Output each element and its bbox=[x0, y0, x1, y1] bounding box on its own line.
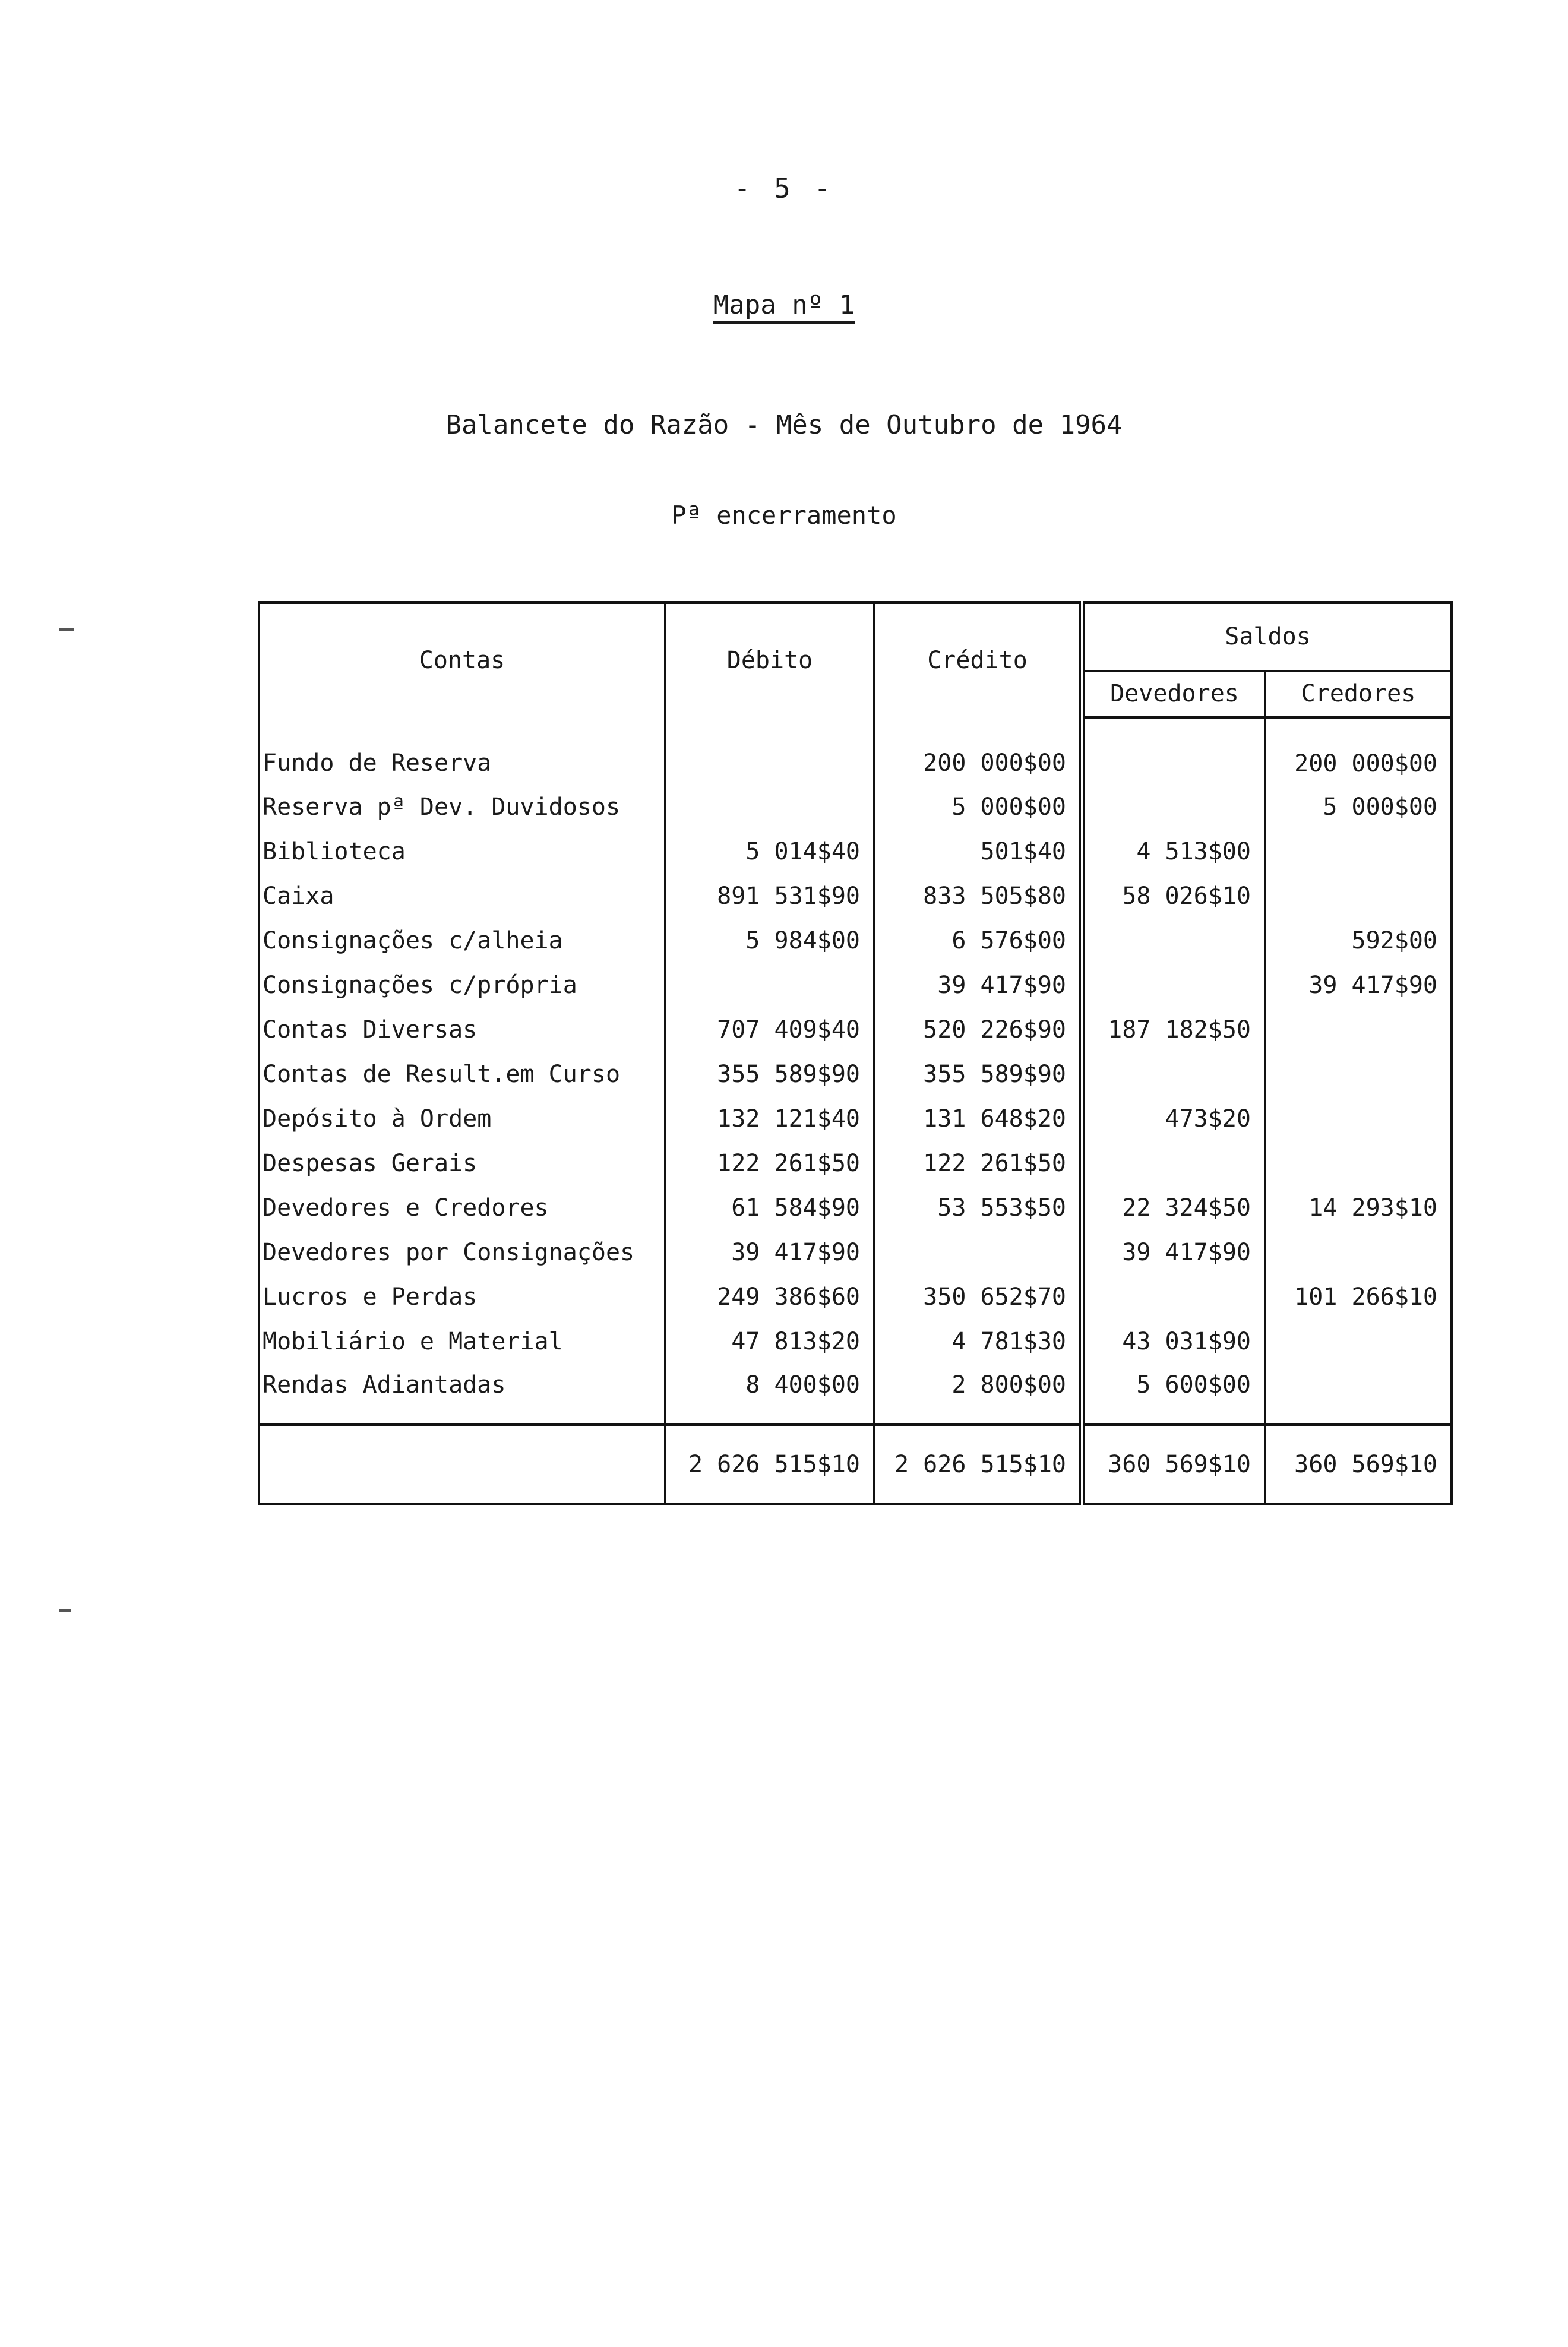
cell-credito: 5 000$00 bbox=[874, 785, 1082, 830]
cell-credores bbox=[1265, 1008, 1452, 1052]
table-row bbox=[259, 1364, 1452, 1425]
cell-credores: 39 417$90 bbox=[1265, 963, 1452, 1008]
cell-credito: 122 261$50 bbox=[874, 1141, 1082, 1186]
cell-devedores: 187 182$50 bbox=[1082, 1008, 1265, 1052]
cell-credito bbox=[874, 1231, 1082, 1275]
cell-debito: 61 584$90 bbox=[665, 1186, 874, 1231]
cell-debito: 39 417$90 bbox=[665, 1231, 874, 1275]
cell-devedores bbox=[1082, 919, 1265, 963]
table-row bbox=[259, 717, 1452, 785]
ledger-table bbox=[258, 601, 1453, 1505]
total-devedores: 360 569$10 bbox=[1082, 1425, 1265, 1504]
table-row bbox=[259, 1275, 1452, 1320]
table-row bbox=[259, 1008, 1452, 1052]
cell-devedores: 5 600$00 bbox=[1082, 1364, 1265, 1425]
cell-conta: Caixa bbox=[259, 874, 665, 919]
cell-credores bbox=[1265, 874, 1452, 919]
cell-credito: 200 000$00 bbox=[874, 717, 1082, 785]
cell-credito: 833 505$80 bbox=[874, 874, 1082, 919]
cell-conta: Reserva pª Dev. Duvidosos bbox=[259, 785, 665, 830]
table-row bbox=[259, 963, 1452, 1008]
cell-debito: 122 261$50 bbox=[665, 1141, 874, 1186]
cell-devedores bbox=[1082, 1275, 1265, 1320]
cell-conta: Biblioteca bbox=[259, 830, 665, 874]
cell-devedores: 39 417$90 bbox=[1082, 1231, 1265, 1275]
cell-credito: 39 417$90 bbox=[874, 963, 1082, 1008]
cell-devedores: 4 513$00 bbox=[1082, 830, 1265, 874]
margin-mark bbox=[59, 1609, 71, 1612]
cell-conta: Consignações c/alheia bbox=[259, 919, 665, 963]
cell-conta: Contas Diversas bbox=[259, 1008, 665, 1052]
subtitle: Pª encerramento bbox=[671, 501, 897, 530]
total-credores: 360 569$10 bbox=[1265, 1425, 1452, 1504]
cell-credito: 131 648$20 bbox=[874, 1097, 1082, 1141]
col-header-debito: Débito bbox=[665, 603, 874, 717]
cell-debito: 707 409$40 bbox=[665, 1008, 874, 1052]
table-row bbox=[259, 1052, 1452, 1097]
total-debito: 2 626 515$10 bbox=[665, 1425, 874, 1504]
col-header-credito: Crédito bbox=[874, 603, 1082, 717]
table-row bbox=[259, 1186, 1452, 1231]
totals-row bbox=[259, 1425, 1452, 1504]
cell-credores bbox=[1265, 1320, 1452, 1364]
cell-conta: Rendas Adiantadas bbox=[259, 1364, 665, 1425]
cell-credores: 5 000$00 bbox=[1265, 785, 1452, 830]
cell-debito: 8 400$00 bbox=[665, 1364, 874, 1425]
cell-credores bbox=[1265, 1231, 1452, 1275]
cell-conta: Devedores por Consignações bbox=[259, 1231, 665, 1275]
table-row bbox=[259, 874, 1452, 919]
cell-credito: 520 226$90 bbox=[874, 1008, 1082, 1052]
cell-credito: 350 652$70 bbox=[874, 1275, 1082, 1320]
col-header-credores: Credores bbox=[1265, 671, 1452, 717]
ledger-body bbox=[259, 717, 1452, 1425]
cell-conta: Depósito à Ordem bbox=[259, 1097, 665, 1141]
margin-mark bbox=[59, 628, 74, 631]
cell-credito: 6 576$00 bbox=[874, 919, 1082, 963]
cell-credores: 101 266$10 bbox=[1265, 1275, 1452, 1320]
cell-debito: 5 984$00 bbox=[665, 919, 874, 963]
map-title bbox=[0, 290, 1568, 320]
cell-debito bbox=[665, 785, 874, 830]
cell-devedores: 22 324$50 bbox=[1082, 1186, 1265, 1231]
cell-devedores: 473$20 bbox=[1082, 1097, 1265, 1141]
page-number: - 5 - bbox=[734, 172, 834, 204]
col-header-saldos: Saldos bbox=[1082, 603, 1452, 671]
cell-debito bbox=[665, 717, 874, 785]
cell-debito: 47 813$20 bbox=[665, 1320, 874, 1364]
cell-credito: 2 800$00 bbox=[874, 1364, 1082, 1425]
col-header-contas: Contas bbox=[259, 603, 665, 717]
cell-credores bbox=[1265, 1052, 1452, 1097]
cell-devedores: 58 026$10 bbox=[1082, 874, 1265, 919]
cell-devedores bbox=[1082, 717, 1265, 785]
table-row bbox=[259, 1097, 1452, 1141]
cell-credores bbox=[1265, 1364, 1452, 1425]
cell-conta: Fundo de Reserva bbox=[259, 717, 665, 785]
table-row bbox=[259, 785, 1452, 830]
cell-conta: Mobiliário e Material bbox=[259, 1320, 665, 1364]
cell-credores: 14 293$10 bbox=[1265, 1186, 1452, 1231]
totals-label-cell bbox=[259, 1425, 665, 1504]
cell-conta: Consignações c/própria bbox=[259, 963, 665, 1008]
cell-debito: 132 121$40 bbox=[665, 1097, 874, 1141]
cell-devedores bbox=[1082, 1052, 1265, 1097]
cell-credito: 4 781$30 bbox=[874, 1320, 1082, 1364]
cell-devedores: 43 031$90 bbox=[1082, 1320, 1265, 1364]
cell-credito: 501$40 bbox=[874, 830, 1082, 874]
table-row bbox=[259, 1320, 1452, 1364]
cell-credito: 53 553$50 bbox=[874, 1186, 1082, 1231]
table-row bbox=[259, 919, 1452, 963]
cell-conta: Despesas Gerais bbox=[259, 1141, 665, 1186]
cell-conta: Contas de Result.em Curso bbox=[259, 1052, 665, 1097]
table-row bbox=[259, 1231, 1452, 1275]
table-row bbox=[259, 830, 1452, 874]
cell-credores: 592$00 bbox=[1265, 919, 1452, 963]
map-title-text: Mapa nº 1 bbox=[713, 290, 855, 324]
cell-debito: 355 589$90 bbox=[665, 1052, 874, 1097]
cell-debito bbox=[665, 963, 874, 1008]
cell-credores bbox=[1265, 1097, 1452, 1141]
cell-credores: 200 000$00 bbox=[1265, 717, 1452, 785]
balance-title: Balancete do Razão - Mês de Outubro de 1964 bbox=[445, 410, 1123, 440]
cell-conta: Lucros e Perdas bbox=[259, 1275, 665, 1320]
table-row bbox=[259, 1141, 1452, 1186]
cell-debito: 5 014$40 bbox=[665, 830, 874, 874]
cell-debito: 891 531$90 bbox=[665, 874, 874, 919]
cell-credores bbox=[1265, 1141, 1452, 1186]
cell-conta: Devedores e Credores bbox=[259, 1186, 665, 1231]
cell-debito: 249 386$60 bbox=[665, 1275, 874, 1320]
total-credito: 2 626 515$10 bbox=[874, 1425, 1082, 1504]
cell-devedores bbox=[1082, 1141, 1265, 1186]
cell-credito: 355 589$90 bbox=[874, 1052, 1082, 1097]
col-header-devedores: Devedores bbox=[1082, 671, 1265, 717]
cell-devedores bbox=[1082, 963, 1265, 1008]
cell-devedores bbox=[1082, 785, 1265, 830]
cell-credores bbox=[1265, 830, 1452, 874]
